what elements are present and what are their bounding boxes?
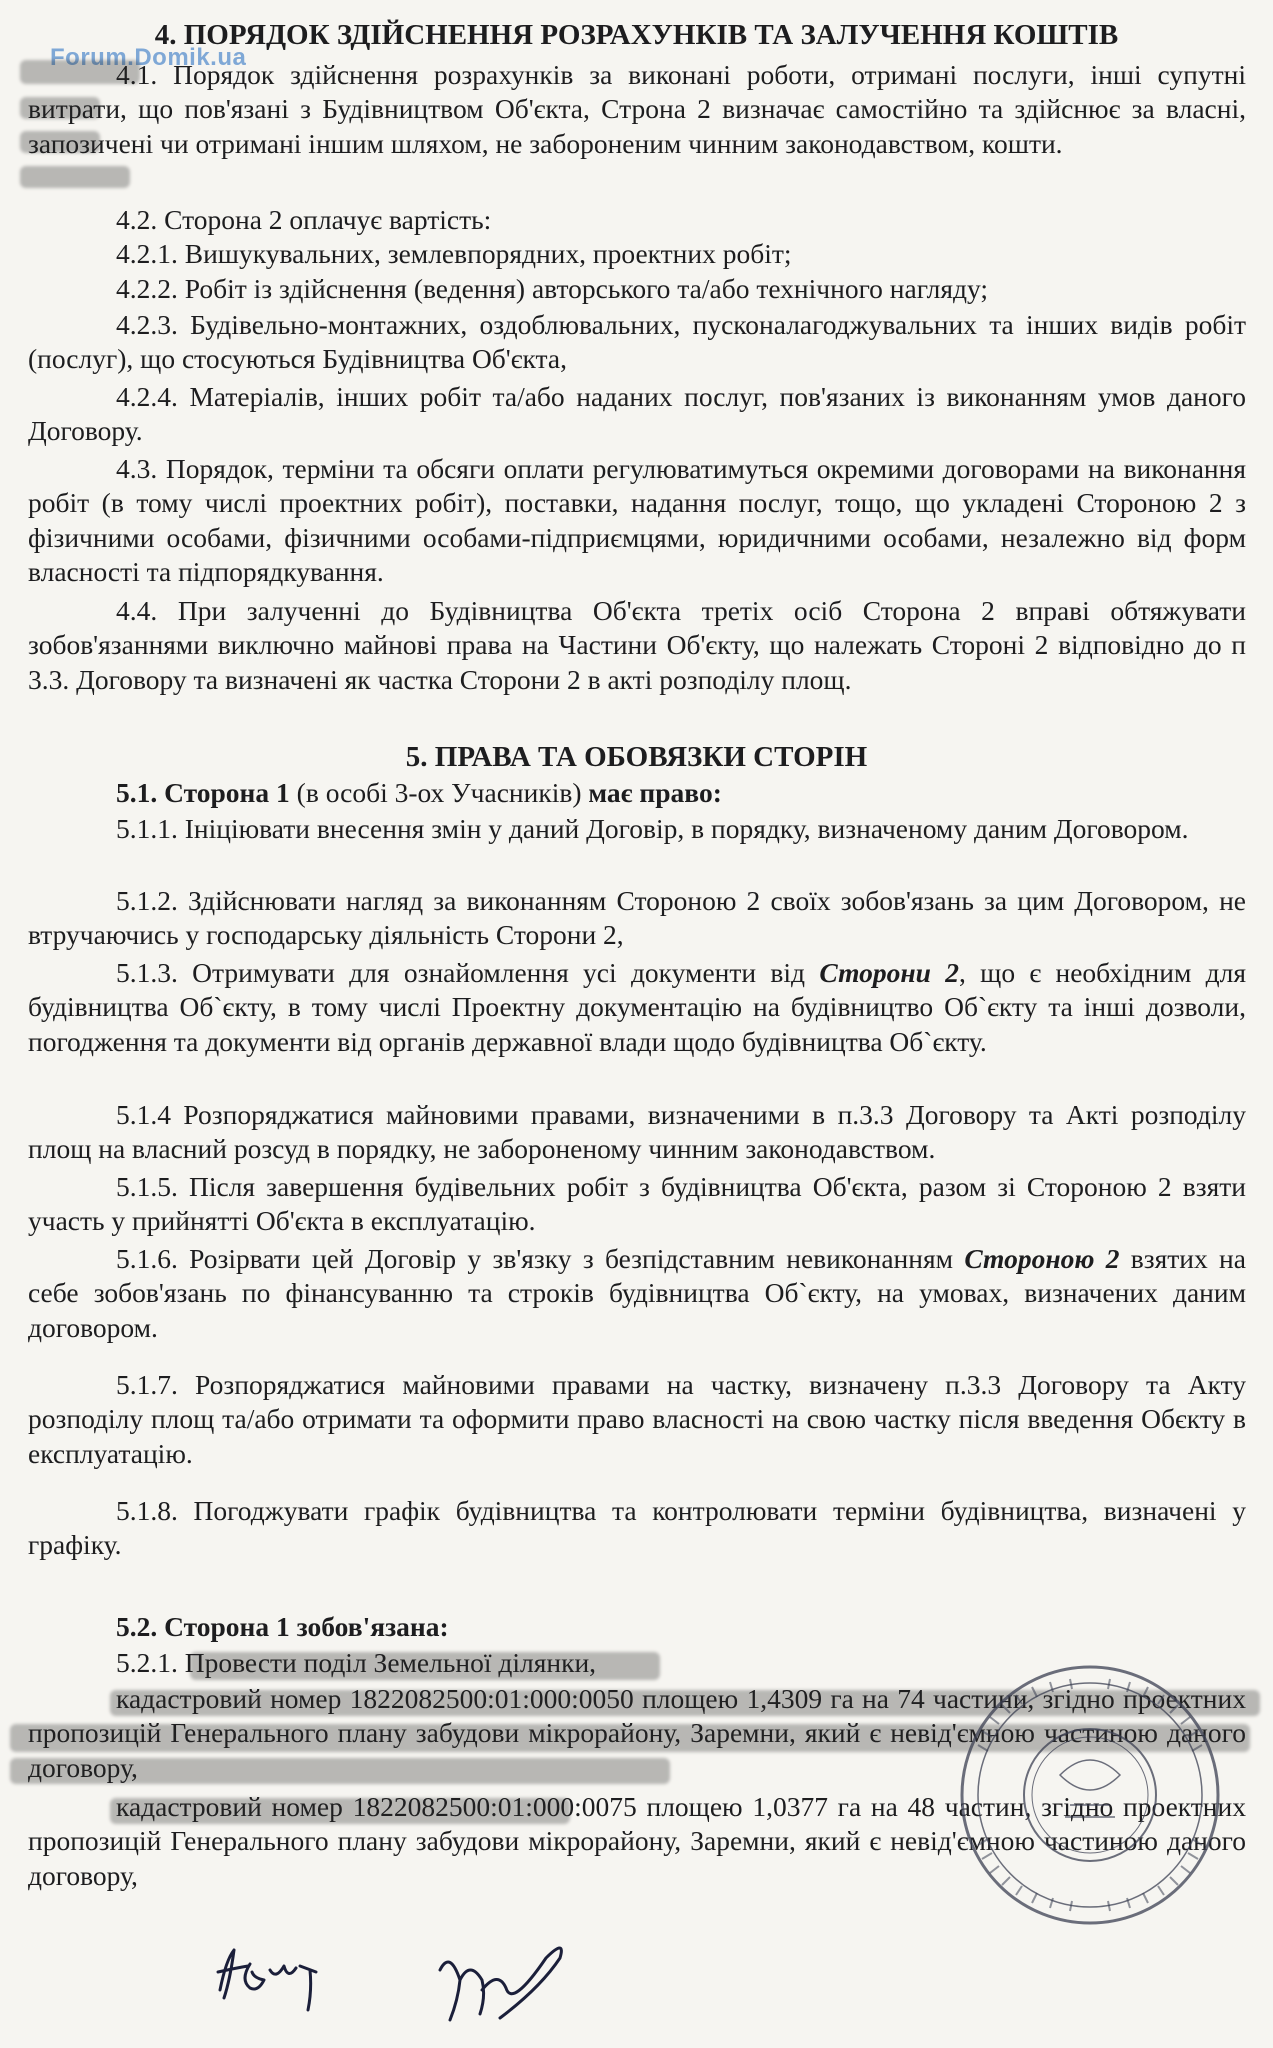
paragraph-5-1-1: 5.1.1. Ініціювати внесення змін у даний Договір, в порядку, визначеному даним Договором. [116,813,1189,844]
section-4-title: 4. ПОРЯДОК ЗДІЙСНЕННЯ РОЗРАХУНКІВ ТА ЗАЛУЧЕННЯ КОШТІВ [154,19,1119,51]
paragraph-4-2: 4.2. Сторона 2 оплачує вартість: [116,204,492,235]
paragraph-4-2-1: 4.2.1. Вишукувальних, землевпорядних, проектних робіт; [116,238,792,269]
paragraph-5-1-7: 5.1.7. Розпоряджатися майновими правами на частку, визначену п.3.3 Договору та Акту розподілу площ та/або отримати та оформити право власності на свою частку після введення Обєкту в експлуатацію. [28,1369,1246,1469]
paragraph-5-1-8: 5.1.8. Погоджувати графік будівництва та контролювати терміни будівництва, визначені у графіку. [28,1495,1246,1561]
paragraph-4-2-3: 4.2.3. Будівельно-монтажних, оздоблювальних, пусконалагоджувальних та інших видів робіт (послуг), що стосуються Будівництва Об'єкта, [28,309,1246,375]
section-5-title: 5. ПРАВА ТА ОБОВЯЗКИ СТОРІН [405,741,868,773]
redaction-mark [110,1798,570,1824]
paragraph-5-2-1-plot-a: кадастровий номер 1822082500:01:000:0050 площею 1,4309 га на 74 частини, згідно проектних пропозицій Генерального плану забудови мікрорайону, Заремни, який є невід'ємною частиною даного договору, [28,1683,1246,1783]
paragraph-5-1-6-text: 5.1.6. Розірвати цей Договір у зв'язку з безпідставним невиконанням [116,1243,965,1274]
clause-5-1-heading [28,776,1246,810]
clause-5-1-party: 5.1. Сторона 1 [116,777,290,808]
paragraph-4-3: 4.3. Порядок, терміни та обсяги оплати регулюватимуться окремими договорами на виконання робіт (в тому числі проектних робіт), поставки, надання послуг, тощо, що укладені Стороною 2 з фізичними особами, фізичними особами-підприємцями, юридичними особами, незалежно від форм власності та підпорядкування. [28,453,1246,587]
seal-stamp-icon [920,1665,1260,1965]
clause-5-1-note: (в особі 3-ох Учасників) [289,777,589,808]
paragraph-5-1-5: 5.1.5. Після завершення будівельних робіт з будівництва Об'єкта, разом зі Стороною 2 взяти участь у прийнятті Об'єкта в експлуатацію. [28,1171,1246,1237]
paragraph-5-1-2: 5.1.2. Здійснювати нагляд за виконанням Стороною 2 своїх зобов'язань за цим Договором, не втручаючись у господарську діяльність Сторони 2, [28,885,1246,951]
clause-5-2-heading: 5.2. Сторона 1 зобов'язана: [116,1611,449,1642]
paragraph-4-2-2: 4.2.2. Робіт із здійснення (ведення) авторського та/або технічного нагляду; [116,273,988,304]
paragraph-5-1-4: 5.1.4 Розпоряджатися майновими правами, визначеними в п.3.3 Договору та Акті розподілу площ на власний розсуд в порядку, не забороненому чинним законодавством. [28,1099,1246,1165]
watermark: Forum.Domik.ua [50,44,247,71]
paragraph-4-2-4: 4.2.4. Матеріалів, інших робіт та/або наданих послуг, пов'язаних із виконанням умов даного Договору. [28,381,1246,447]
clause-5-1-right: має право: [588,777,722,808]
paragraph-4-4: 4.4. При залученні до Будівництва Об'єкта третіх осіб Сторона 2 вправі обтяжувати зобов'язаннями виключно майнові права на Частини Об'єкту, що належать Стороні 2 відповідно до п 3.3. Договору та визначені як частка Сторони 2 в акті розподілу площ. [28,595,1246,695]
redaction-mark [20,131,100,153]
paragraph-5-1-6-rest: взятих на себе зобов'язань по фінансуванню та строків будівництва Об`єкту, на умовах, визначених даним договором. [28,1243,1246,1343]
paragraph-5-1-3-text: 5.1.3. Отримувати для ознайомлення усі документи від [116,957,820,988]
party-2-emphasis: Стороною 2 [964,1243,1120,1274]
redaction-mark [20,97,100,119]
paragraph-5-1-6 [28,1242,1246,1345]
paragraph-5-2-1-plot-b: кадастровий номер 1822082500:01:000:0075 площею 1,0377 га на 48 частин, згідно проектних пропозицій Генерального плану забудови мікрорайону, Заремни, який є невід'ємною частиною даного договору, [28,1791,1246,1891]
paragraph-4-1: 4.1. Порядок здійснення розрахунків за виконані роботи, отримані послуги, інші супутні витрати, що пов'язані з Будівництвом Об'єкта, Строна 2 визначає самостійно та здійснює за власні, запозичені чи отримані іншим шляхом, не забороненим чинним законодавством, кошти. [28,59,1246,159]
redaction-mark [190,1652,660,1680]
paragraph-5-2-1: 5.2.1. Провести поділ Земельної ділянки, [116,1647,597,1678]
redaction-mark [20,60,140,84]
redaction-mark [10,1758,670,1784]
party-2-emphasis: Сторони 2 [819,957,959,988]
redaction-mark [20,166,130,188]
paragraph-5-1-3-rest: , що є необхідним для будівництва Об`єкту, в тому числі Проектну документацію на будівництво Об`єкту та інші дозволи, погодження та документи від органів державної влади щодо будівництва Об`єкту. [28,957,1247,1057]
paragraph-5-1-3 [28,956,1246,1059]
handwritten-signature [210,1930,650,2040]
